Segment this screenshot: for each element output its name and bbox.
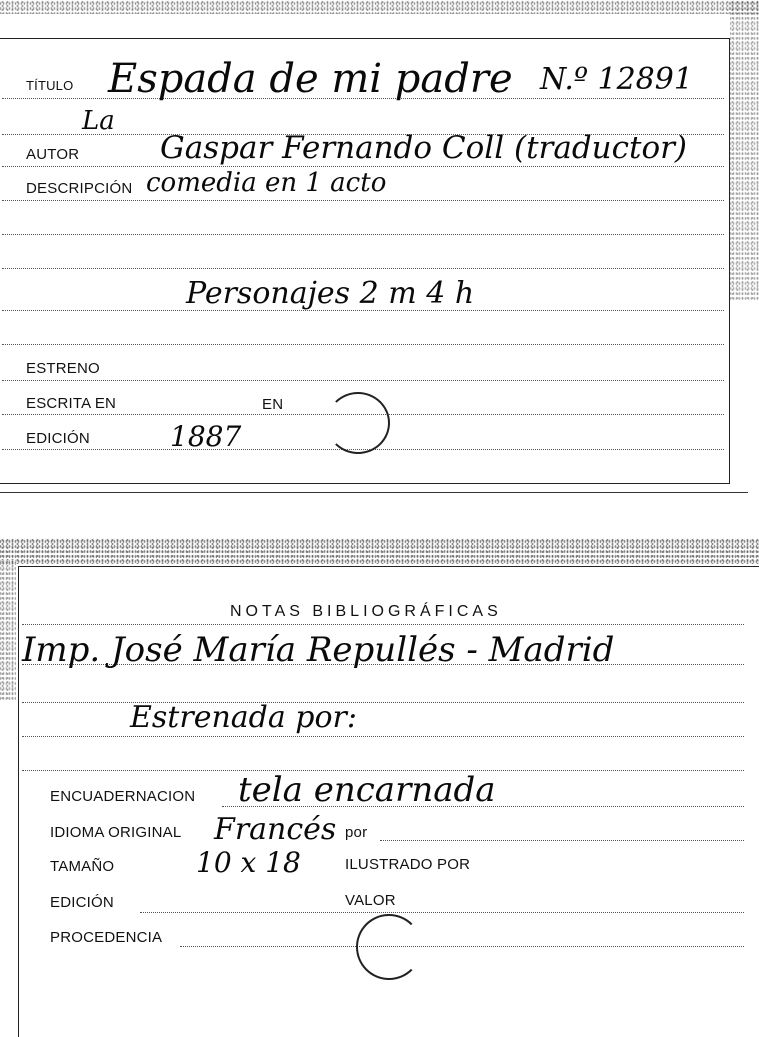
hw-edicion: 1887 <box>170 420 242 453</box>
hw-autor: Gaspar Fernando Coll (traductor) <box>160 130 688 166</box>
scan-noise-middle <box>0 538 759 564</box>
bottom-line-7 <box>380 840 744 841</box>
label-edicion-bottom: EDICIÓN <box>50 894 114 911</box>
bottom-line-4 <box>22 736 744 737</box>
top-line-5 <box>2 234 724 235</box>
hw-tamano: 10 x 18 <box>196 846 301 879</box>
label-por: por <box>345 824 368 841</box>
bottom-line-9 <box>180 946 744 947</box>
label-valor: VALOR <box>345 892 396 909</box>
top-line-6 <box>2 268 724 269</box>
heading-notas-bibliograficas: NOTAS BIBLIOGRÁFICAS <box>230 603 502 620</box>
hw-estrenada: Estrenada por: <box>130 700 357 735</box>
top-card-bottom-rule <box>0 492 748 493</box>
label-escrita-en: ESCRITA EN <box>26 395 117 412</box>
hw-encuadernacion: tela encarnada <box>238 770 496 810</box>
label-tamano: TAMAÑO <box>50 858 115 875</box>
scan-noise-right-top <box>730 0 759 300</box>
label-procedencia: PROCEDENCIA <box>50 929 163 946</box>
stamp-circle-bottom <box>356 914 422 980</box>
hw-imprenta: Imp. José María Repullés - Madrid <box>22 630 615 670</box>
bottom-line-8 <box>140 912 744 913</box>
hw-idioma: Francés <box>214 812 337 847</box>
scan-noise-top <box>0 0 759 14</box>
bottom-line-1 <box>22 624 744 625</box>
top-line-3 <box>2 166 724 167</box>
label-descripcion: DESCRIPCIÓN <box>26 180 133 197</box>
hw-titulo: Espada de mi padre <box>108 56 513 102</box>
hw-descripcion: comedia en 1 acto <box>146 168 387 198</box>
top-line-4 <box>2 200 724 201</box>
top-line-9 <box>2 380 724 381</box>
label-en: EN <box>262 396 284 413</box>
label-encuadernacion: ENCUADERNACION <box>50 788 196 805</box>
scan-noise-left-bottom <box>0 560 16 700</box>
label-edicion-top: EDICIÓN <box>26 430 90 447</box>
hw-numero: N.º 12891 <box>540 62 693 97</box>
hw-articulo: La <box>82 106 115 136</box>
label-autor: AUTOR <box>26 146 80 163</box>
top-line-8 <box>2 344 724 345</box>
hw-personajes: Personajes 2 m 4 h <box>186 276 475 311</box>
label-ilustrado-por: ILUSTRADO POR <box>345 856 471 873</box>
label-estreno: ESTRENO <box>26 360 100 377</box>
stamp-circle-top <box>326 392 390 454</box>
label-titulo: TÍTULO <box>26 78 74 93</box>
label-idioma-original: IDIOMA ORIGINAL <box>50 824 182 841</box>
